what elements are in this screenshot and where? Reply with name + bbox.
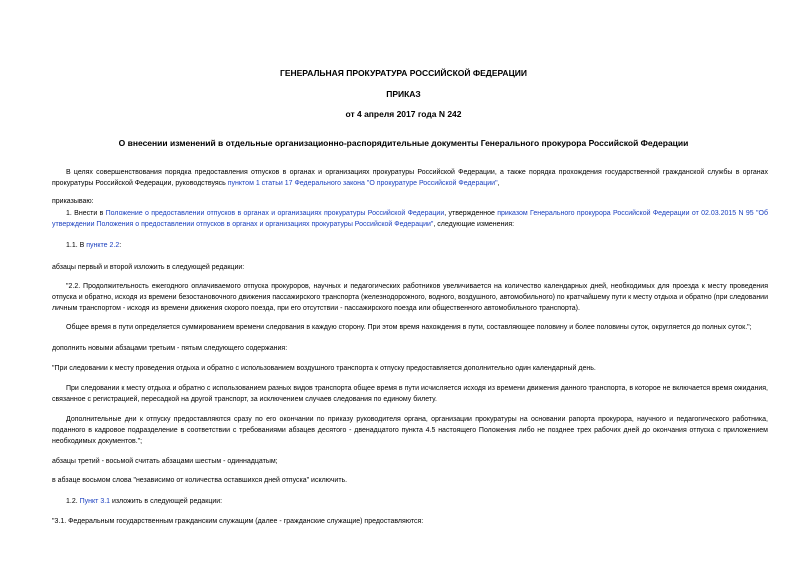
item-1-text-mid: , утвержденное [444,210,498,217]
paragraph-total-time: Общее время в пути определяется суммированием времени следования в каждую сторону. При этом время нахождения в пути, составляющее половину и более половины суток, округляется до полных суток."; [66,324,752,331]
order-link[interactable]: приказом Генерального прокурора Российской Федерации от 02.03.2015 N 95 "Об утверждении Положения о предоставлении отпусков в органах и организациях прокуратуры Российской Федерации" [52,210,768,228]
paragraph-3-1: "3.1. Федеральным государственным гражданским служащим (далее - гражданские служащие) предоставляются: [52,518,424,525]
item-1-text: 1. Внести в [66,210,106,217]
paragraph-2-2: "2.2. Продолжительность ежегодного оплачиваемого отпуска прокуроров, научных и педагогических работников увеличивается на количество календарных дней, необходимых для проезда к месту проведения отпуска и обратно, исходя из времени безостановочного движения пассажирского транспорта (железнодорожного, водного, воздушного, автомобильного) по кратчайшему пути к месту отдыха и обратно (при следовании личным транспортом - исходя из времени движения скорого поезда, при его отсутствии - пассажирского поезда или общественного автомобильного транспорта). [52,283,768,312]
item-1-text-end: , следующие изменения: [433,221,515,228]
clause-2-2-link[interactable]: пункте 2.2 [86,242,120,249]
paragraph-abz8: в абзаце восьмом слова "независимо от количества оставшихся дней отпуска" исключить. [52,477,348,484]
intro-text: В целях совершенствования порядка предоставления отпусков в органах и организациях прокуратуры Российской Федерации, а также порядка прохождения государственной гражданской службы в органах прокуратуры Российской Федерации, руководствуясь [52,169,768,187]
org-heading: ГЕНЕРАЛЬНАЯ ПРОКУРАТУРА РОССИЙСКОЙ ФЕДЕРАЦИИ [280,68,527,78]
paragraph-quote-3: Дополнительные дни к отпуску предоставляются сразу по его окончании по приказу руководителя органа, организации прокуратуры на основании рапорта прокурора, научного и педагогического работника, поданного в кадровое подразделение в соответствии с требованиями абзацев десятого - двенадцатого пункта 4.5 настоящего Положения либо не позднее трех рабочих дней до окончания отпуска с приложением необходимых документов."; [52,416,768,445]
paragraph-quote-1: "При следовании к месту проведения отдыха и обратно с использованием воздушного транспорта к отпуску предоставляется дополнительно один календарный день. [52,365,596,372]
item-1-2 [52,496,768,507]
item-1-2-text-end: изложить в следующей редакции: [110,498,223,505]
paragraph-abz12: абзацы первый и второй изложить в следующей редакции: [52,264,245,271]
item-1-2-text: 1.2. [66,498,80,505]
doc-date: от 4 апреля 2017 года N 242 [345,109,462,119]
intro-paragraph [52,167,768,189]
paragraph-add: дополнить новыми абзацами третьим - пятым следующего содержания: [52,345,288,352]
paragraph-abz36: абзацы третий - восьмой считать абзацами шестым - одиннадцатым; [52,458,278,465]
doc-title: О внесении изменений в отдельные организационно-распорядительные документы Генерального прокурора Российской Федерации [118,138,689,148]
item-1 [52,208,768,230]
law-link[interactable]: пунктом 1 статьи 17 Федерального закона "О прокуратуре Российской Федерации" [227,180,498,187]
clause-3-1-link[interactable]: Пункт 3.1 [79,498,111,505]
item-1-1 [52,240,768,251]
paragraph-quote-2: При следовании к месту отдыха и обратно с использованием разных видов транспорта общее время в пути исчисляется исходя из времени движения данного транспорта, в которое не включается время ожидания, связанное с регистрацией, пересадкой на другой транспорт, за исключением случаев следования по единому билету. [52,385,768,403]
order-word: приказываю: [52,198,94,205]
intro-text-end: , [497,180,500,187]
doc-type: ПРИКАЗ [386,89,421,99]
regulation-link[interactable]: Положение о предоставлении отпусков в органах и организациях прокуратуры Российской Федерации [105,210,445,217]
item-1-1-colon: : [119,242,122,249]
item-1-1-text: 1.1. В [66,242,87,249]
